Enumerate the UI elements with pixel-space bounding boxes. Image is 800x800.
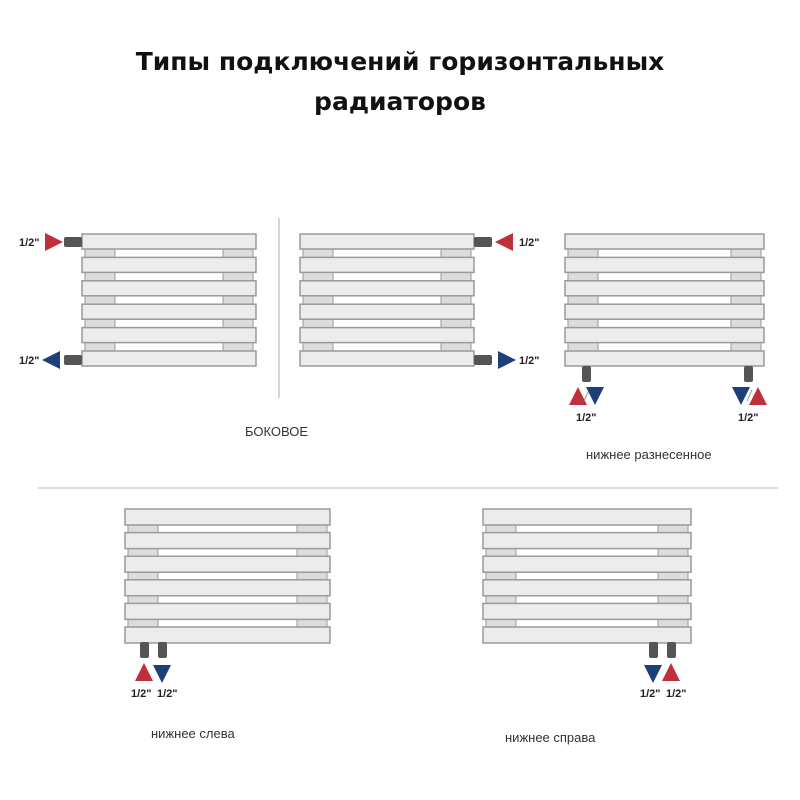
valve-icon: [158, 642, 167, 658]
radiator-bar: [483, 556, 691, 572]
valve-icon: [140, 642, 149, 658]
side-left-bottom-connection: [19, 355, 82, 367]
radiator-bar: [565, 234, 764, 249]
radiator-bar: [483, 627, 691, 643]
size-label: 1/2": [738, 412, 759, 424]
size-label: 1/2": [157, 688, 178, 700]
bottom-right-connection: [640, 642, 687, 700]
title-line-1: Типы подключений горизонтальных: [135, 47, 665, 76]
valve-icon: [667, 642, 676, 658]
radiator-bar: [300, 304, 474, 319]
radiator-bar: [125, 603, 330, 619]
side-right-bottom-connection: [474, 355, 540, 367]
bottom-left-connection: [131, 642, 178, 700]
radiator-side-left: [82, 234, 256, 366]
radiator-bar: [125, 580, 330, 596]
caption-bottom-left: нижнее слева: [151, 726, 235, 741]
size-label: 1/2": [519, 237, 540, 249]
valve-icon: [582, 366, 591, 382]
radiator-bar: [125, 533, 330, 549]
radiator-bar: [125, 509, 330, 525]
side-left-top-connection: [19, 237, 82, 249]
valve-icon: [474, 355, 492, 365]
radiator-collector: [568, 234, 598, 366]
radiator-bar: [82, 304, 256, 319]
arrow-separator: [584, 390, 589, 401]
radiator-bar: [483, 603, 691, 619]
radiator-bar: [483, 580, 691, 596]
radiator-bar: [82, 257, 256, 272]
size-label: 1/2": [131, 688, 152, 700]
radiator-bar: [565, 351, 764, 366]
radiator-collector: [441, 234, 471, 366]
radiator-collector: [658, 509, 688, 643]
side-right-top-connection: [474, 237, 540, 249]
caption-bottom-right: нижнее справа: [505, 730, 596, 745]
radiator-bar: [125, 627, 330, 643]
radiator-bar: [300, 257, 474, 272]
radiator-bar: [82, 281, 256, 296]
radiator-bottom-left: [125, 509, 330, 643]
valve-icon: [649, 642, 658, 658]
radiator-bar: [565, 281, 764, 296]
size-label: 1/2": [19, 237, 40, 249]
radiator-bar: [565, 328, 764, 343]
radiator-bar: [300, 351, 474, 366]
radiator-bottom-right: [483, 509, 691, 643]
radiator-collector: [486, 509, 516, 643]
radiator-collector: [128, 509, 158, 643]
radiator-bar: [82, 351, 256, 366]
size-label: 1/2": [519, 355, 540, 367]
radiator-bar: [300, 281, 474, 296]
radiator-bar: [82, 328, 256, 343]
size-label: 1/2": [640, 688, 661, 700]
radiator-bar: [300, 234, 474, 249]
radiator-collector: [85, 234, 115, 366]
title-line-2: радиаторов: [314, 87, 486, 116]
caption-side: БОКОВОЕ: [245, 424, 309, 439]
valve-icon: [744, 366, 753, 382]
valve-icon: [64, 237, 82, 247]
valve-icon: [474, 237, 492, 247]
caption-bottom-spread: нижнее разнесенное: [586, 447, 712, 462]
size-label: 1/2": [19, 355, 40, 367]
radiator-bar: [565, 257, 764, 272]
radiator-bar: [483, 509, 691, 525]
radiator-bar: [82, 234, 256, 249]
radiator-bar: [125, 556, 330, 572]
valve-icon: [64, 355, 82, 365]
size-label: 1/2": [576, 412, 597, 424]
radiator-collector: [297, 509, 327, 643]
spread-left-connection: [576, 366, 597, 424]
radiator-collector: [223, 234, 253, 366]
radiator-collector: [731, 234, 761, 366]
radiator-bar: [483, 533, 691, 549]
arrow-separator: [747, 390, 752, 401]
radiator-bar: [300, 328, 474, 343]
radiator-bar: [565, 304, 764, 319]
radiator-collector: [303, 234, 333, 366]
spread-right-connection: [738, 366, 759, 424]
size-label: 1/2": [666, 688, 687, 700]
radiator-bottom-spread: [565, 234, 764, 366]
radiator-side-right: [300, 234, 474, 366]
